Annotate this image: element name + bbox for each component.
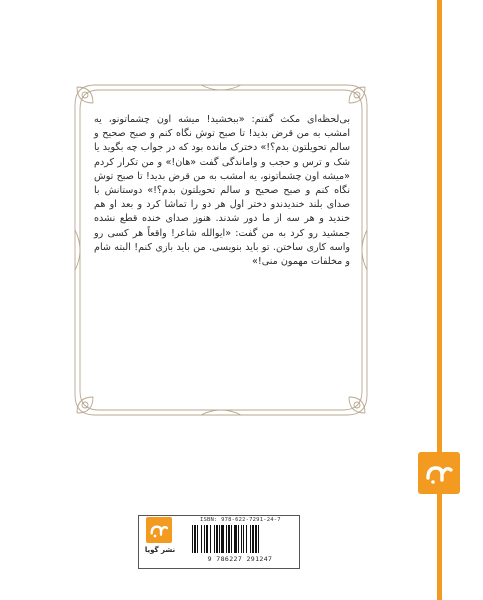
- accent-line: [437, 0, 442, 600]
- logo-glyph-small: [149, 521, 169, 539]
- publisher-logo-icon: [418, 452, 460, 494]
- barcode-number: 9 786227 291247: [207, 555, 273, 563]
- publisher-logo-icon: [146, 517, 172, 543]
- barcode-bars: [190, 525, 290, 555]
- body-paragraph: بی‌لحظه‌ای مکث گفتم: «ببخشید! میشه اون چشماتونو، یه امشب به من قرض بدید! تا صبح توش نگاه کنم و صبح صحیح و سالم تحویلتون بدم؟!» دخترک مانده بود که در جواب چه بگوید یا شک و ترس و حجب و واماندگی گفت «هان!» و من تکرار کردم «میشه اون چشماتونو، یه امشب به من قرض بدید! تا صبح توش نگاه کنم و صبح صحیح و سالم تحویلتون بدم؟!» دوستانش با صدای بلند خندیدندو دختر اول هر دو را تماشا کرد و بعد او هم خندید و هر سه از ما دور شدند. هنوز صدای خنده قطع نشده جمشید رو کرد به من گفت: «ایوالله شاعر! واقعاً هر کسی رو واسه کاری ساختن. تو باید بنویسی. من باید بازی کنم! البته شام و مخلفات مهمون منی!»: [94, 114, 350, 268]
- isbn-line: ISBN: 978-622-7291-24-7: [200, 517, 281, 523]
- publisher-name: نشر گویا: [144, 546, 176, 554]
- logo-glyph: [424, 460, 454, 486]
- body-text: [94, 113, 350, 393]
